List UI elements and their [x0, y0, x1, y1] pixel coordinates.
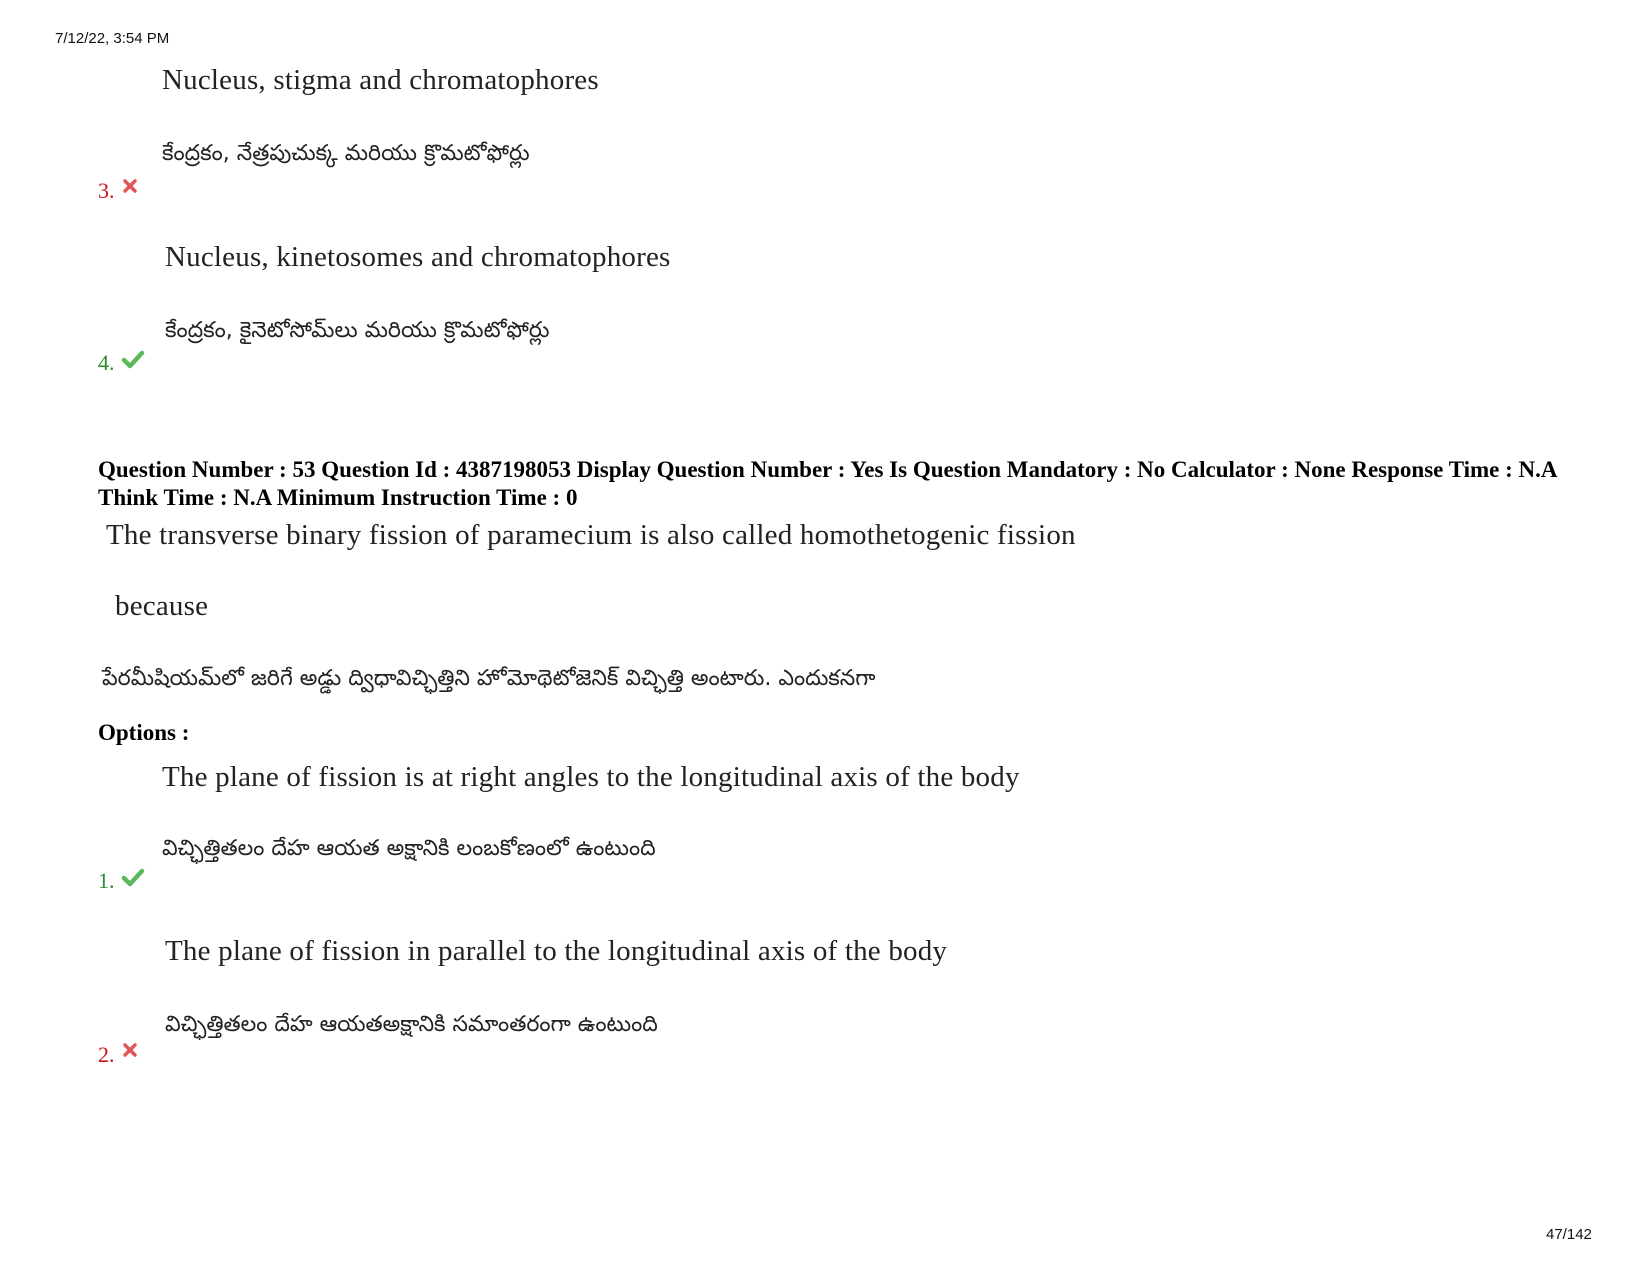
option-1-telugu: విచ్ఛిత్తితలం దేహ ఆయత అక్షానికి లంబకోణంలో ఉంటుంది	[162, 836, 656, 861]
page-number: 47/142	[1546, 1226, 1592, 1243]
option-2-number: 2.	[98, 1042, 115, 1067]
option-3-number: 3.	[98, 178, 115, 203]
cross-icon	[121, 178, 139, 199]
option-4-english: Nucleus, kinetosomes and chromatophores	[165, 241, 671, 273]
option-3-english: Nucleus, stigma and chromatophores	[162, 64, 599, 96]
options-label: Options :	[98, 720, 190, 745]
option-4-telugu: కేంద్రకం, కైనెటోసోమ్‌లు మరియు క్రొమటోఫోర్లు	[165, 318, 550, 343]
option-2-english: The plane of fission in parallel to the longitudinal axis of the body	[165, 935, 948, 967]
option-2-telugu: విచ్ఛిత్తితలం దేహ ఆయతఅక్షానికి సమాంతరంగా ఉంటుంది	[165, 1012, 658, 1037]
print-datetime: 7/12/22, 3:54 PM	[55, 30, 170, 47]
check-icon	[121, 868, 145, 893]
question-metadata: Question Number : 53 Question Id : 4387198053 Display Question Number : Yes Is Question Mandatory : No Calculator : None Response Time : N.A Think Time : N.A Minimum Instruction Time : 0	[98, 457, 1557, 510]
question-text-telugu: పేరమీషియమ్‌లో జరిగే అడ్డు ద్విధావిచ్ఛిత్తిని హోమోథెటోజెనిక్ విచ్ఛిత్తి అంటారు. ఎందుకనగా	[102, 666, 876, 691]
question-text-english-line1: The transverse binary fission of paramecium is also called homothetogenic fission	[106, 519, 1076, 551]
option-3-marker	[98, 178, 139, 204]
option-1-number: 1.	[98, 868, 115, 893]
check-icon	[121, 350, 145, 375]
option-3-telugu: కేంద్రకం, నేత్రపుచుక్క మరియు క్రొమటోఫోర్లు	[162, 141, 530, 166]
question-text-english-line2: because	[115, 590, 209, 622]
option-2-marker	[98, 1042, 139, 1068]
option-4-number: 4.	[98, 350, 115, 375]
option-1-english: The plane of fission is at right angles to the longitudinal axis of the body	[162, 761, 1020, 793]
option-1-marker	[98, 868, 145, 894]
cross-icon	[121, 1042, 139, 1063]
option-4-marker	[98, 350, 145, 376]
